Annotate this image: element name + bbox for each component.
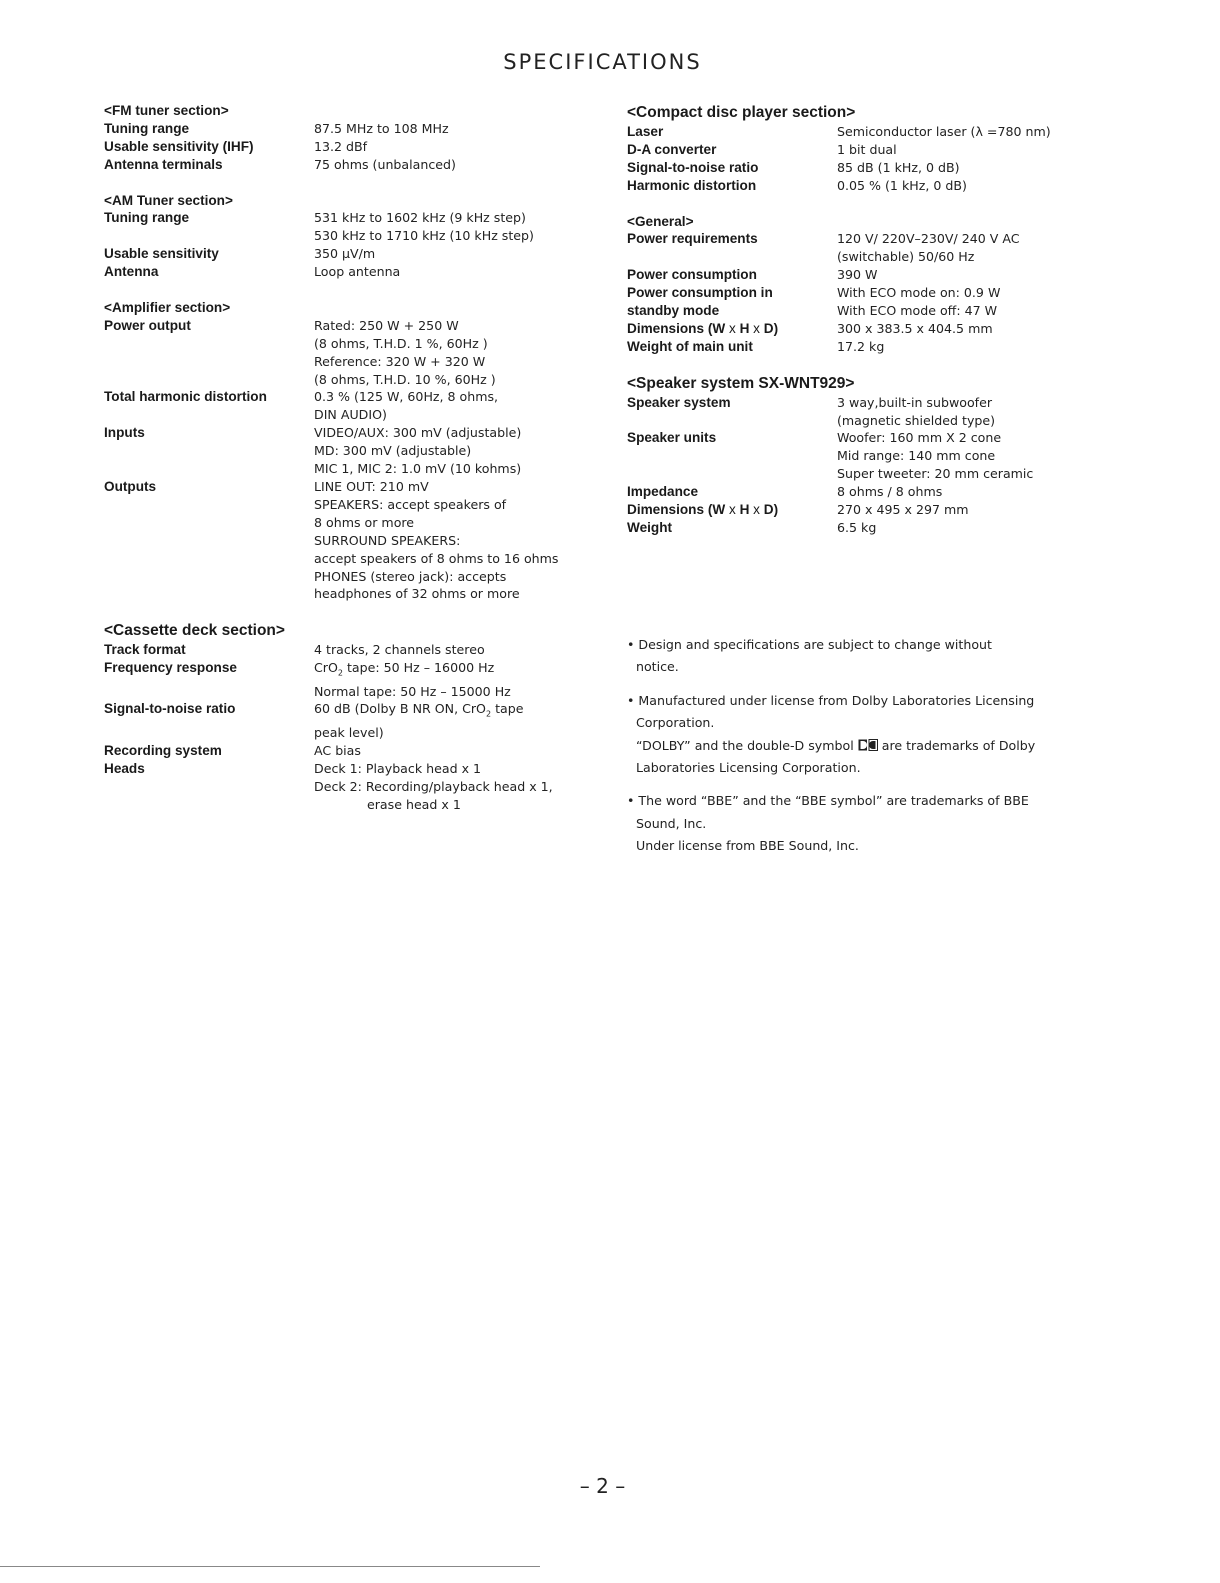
note-design-change <box>627 634 1077 679</box>
spec-value: LINE OUT: 210 mV <box>314 479 429 494</box>
spec-row <box>627 483 1097 501</box>
spec-row <box>104 120 594 138</box>
spec-label: standby mode <box>627 303 720 319</box>
amplifier-section-heading: <Amplifier section> <box>104 299 231 315</box>
spec-label: Weight <box>627 520 673 535</box>
spec-label: Dimensions (W x H x D) <box>627 502 779 518</box>
right-column <box>627 103 1097 537</box>
spec-value: 530 kHz to 1710 kHz (10 kHz step) <box>314 228 534 244</box>
notes-block <box>627 634 1077 869</box>
spec-value: 8 ohms / 8 ohms <box>837 484 943 500</box>
spec-row <box>627 141 1097 159</box>
spec-label: Tuning range <box>104 120 190 136</box>
spec-value: With ECO mode on: 0.9 W <box>837 285 1001 301</box>
spec-label: Outputs <box>104 479 157 494</box>
spec-value: Reference: 320 W + 320 W <box>314 353 486 369</box>
note-text: “DOLBY” and the double-D symbol are trademarks of Dolby <box>636 737 1036 753</box>
spec-row <box>104 335 594 353</box>
page-title: SPECIFICATIONS <box>503 50 702 74</box>
spec-value: AC bias <box>314 742 361 758</box>
spec-label: Weight of main unit <box>627 338 753 354</box>
spec-row <box>104 532 594 550</box>
spec-row <box>627 230 1097 248</box>
spec-row <box>104 742 594 760</box>
spec-row <box>627 465 1097 483</box>
note-text: Corporation. <box>636 715 715 731</box>
spec-value: 75 ohms (unbalanced) <box>314 156 456 172</box>
am-section-heading: <AM Tuner section> <box>104 192 233 208</box>
spec-label: Antenna terminals <box>104 156 223 172</box>
spec-row <box>104 371 594 389</box>
spec-value: accept speakers of 8 ohms to 16 ohms <box>314 550 559 566</box>
spec-value: 3 way,built-in subwoofer <box>837 394 993 410</box>
spec-value: (8 ohms, T.H.D. 10 %, 60Hz ) <box>314 371 496 387</box>
spec-label: Speaker system <box>627 394 731 410</box>
spec-row <box>104 317 594 335</box>
spec-label: Usable sensitivity (IHF) <box>104 138 254 154</box>
spec-label: Speaker units <box>627 430 717 446</box>
spec-row <box>627 284 1097 302</box>
spec-value: Super tweeter: 20 mm ceramic <box>837 466 1034 482</box>
spec-row <box>104 724 594 742</box>
note-text: • Design and specifications are subject to change without <box>627 637 992 652</box>
spec-label: Dimensions (W x H x D) <box>627 320 779 336</box>
note-text: notice. <box>636 659 679 675</box>
spec-label: Frequency response <box>104 660 237 676</box>
spec-label: Harmonic distortion <box>627 177 757 193</box>
spec-label: Total harmonic distortion <box>104 389 267 405</box>
spec-value: (magnetic shielded type) <box>837 412 996 428</box>
spec-row <box>627 412 1097 430</box>
spec-value: With ECO mode off: 47 W <box>837 303 998 319</box>
page-number: – 2 – <box>579 1474 626 1498</box>
spec-label: Heads <box>104 760 145 776</box>
spec-value: 390 W <box>837 267 878 283</box>
spec-row <box>104 138 594 156</box>
spec-value: 17.2 kg <box>837 338 885 354</box>
spec-row <box>627 501 1097 519</box>
spec-row <box>104 659 594 682</box>
spec-row <box>104 209 594 227</box>
spec-label: Inputs <box>104 425 145 441</box>
spec-row <box>627 159 1097 177</box>
left-column <box>104 102 594 813</box>
spec-value: 0.05 % (1 kHz, 0 dB) <box>837 177 967 193</box>
spec-value: DIN AUDIO) <box>314 407 387 423</box>
spec-row <box>627 394 1097 412</box>
spec-row <box>104 778 594 796</box>
spec-row <box>104 496 594 514</box>
spec-value: Rated: 250 W + 250 W <box>314 317 459 333</box>
spec-value: 6.5 kg <box>837 520 877 535</box>
spec-value: MIC 1, MIC 2: 1.0 mV (10 kohms) <box>314 461 522 477</box>
spec-row <box>104 683 594 701</box>
spec-value: peak level) <box>314 724 384 740</box>
spec-label: Tuning range <box>104 210 190 226</box>
spec-value: Deck 1: Playback head x 1 <box>314 760 482 776</box>
cassette-section-heading: <Cassette deck section> <box>104 622 285 640</box>
spec-value: erase head x 1 <box>367 796 461 812</box>
spec-value: 0.3 % (125 W, 60Hz, 8 ohms, <box>314 389 499 405</box>
note-text: Laboratories Licensing Corporation. <box>636 760 861 776</box>
spec-value: Semiconductor laser (λ =780 nm) <box>837 124 1051 139</box>
note-dolby-license <box>627 690 1077 780</box>
spec-row <box>627 320 1097 338</box>
spec-value: SPEAKERS: accept speakers of <box>314 496 507 512</box>
spec-value: headphones of 32 ohms or more <box>314 586 520 602</box>
spec-label: Recording system <box>104 742 222 758</box>
spec-value: 60 dB (Dolby B NR ON, CrO$_2$ tape <box>314 701 524 719</box>
spec-row <box>104 585 594 603</box>
spec-row <box>104 442 594 460</box>
spec-value: 87.5 MHz to 108 MHz <box>314 120 449 136</box>
spec-value: 85 dB (1 kHz, 0 dB) <box>837 159 960 175</box>
spec-value: 1 bit dual <box>837 141 897 157</box>
spec-value: Woofer: 160 mm X 2 cone <box>837 430 1002 446</box>
spec-label: Signal-to-noise ratio <box>104 701 236 717</box>
note-text: • Manufactured under license from Dolby Laboratories Licensing <box>627 692 1035 708</box>
spec-row <box>104 406 594 424</box>
spec-row <box>104 353 594 371</box>
spec-value: Deck 2: Recording/playback head x 1, <box>314 778 553 794</box>
spec-value: Mid range: 140 mm cone <box>837 448 996 464</box>
spec-row <box>104 700 594 723</box>
note-text: Sound, Inc. <box>636 815 707 831</box>
spec-value: 8 ohms or more <box>314 514 415 530</box>
spec-row <box>627 248 1097 266</box>
spec-row <box>104 424 594 442</box>
spec-value: (switchable) 50/60 Hz <box>837 249 975 265</box>
spec-value: MD: 300 mV (adjustable) <box>314 443 472 459</box>
spec-value: SURROUND SPEAKERS: <box>314 532 461 548</box>
spec-row <box>627 338 1097 356</box>
spec-label: Antenna <box>104 264 159 280</box>
spec-value: 350 μV/m <box>314 246 376 262</box>
spec-label: Usable sensitivity <box>104 246 219 262</box>
spec-label: Track format <box>104 642 186 658</box>
spec-value: 300 x 383.5 x 404.5 mm <box>837 320 993 336</box>
spec-label: Signal-to-noise ratio <box>627 159 759 175</box>
spec-label: Laser <box>627 124 664 139</box>
spec-label: Power output <box>104 317 191 333</box>
spec-label: Impedance <box>627 484 699 500</box>
spec-value: Loop antenna <box>314 264 401 280</box>
spec-row <box>627 519 1097 537</box>
spec-label: Power consumption in <box>627 285 773 301</box>
spec-row <box>627 123 1097 141</box>
spec-row <box>104 796 594 814</box>
spec-row <box>104 478 594 496</box>
spec-row <box>627 429 1097 447</box>
spec-row <box>104 514 594 532</box>
spec-label: D-A converter <box>627 141 717 157</box>
spec-row <box>627 266 1097 284</box>
spec-row <box>104 388 594 406</box>
cd-section-heading: <Compact disc player section> <box>627 104 856 121</box>
bottom-divider <box>0 1566 540 1567</box>
spec-row <box>104 263 594 281</box>
spec-row <box>104 227 594 245</box>
spec-value: 120 V/ 220V–230V/ 240 V AC <box>837 231 1020 247</box>
spec-value: VIDEO/AUX: 300 mV (adjustable) <box>314 425 522 441</box>
spec-row <box>104 641 594 659</box>
spec-row <box>104 245 594 263</box>
spec-row <box>104 568 594 586</box>
spec-row <box>627 447 1097 465</box>
spec-value: PHONES (stereo jack): accepts <box>314 568 507 584</box>
dolby-double-d-icon <box>858 739 878 751</box>
spec-value: 531 kHz to 1602 kHz (9 kHz step) <box>314 210 526 226</box>
spec-row <box>627 302 1097 320</box>
note-text: • The word “BBE” and the “BBE symbol” are trademarks of BBE <box>627 793 1029 809</box>
spec-label: Power requirements <box>627 231 758 247</box>
spec-value: (8 ohms, T.H.D. 1 %, 60Hz ) <box>314 335 488 351</box>
spec-row <box>104 460 594 478</box>
general-section-heading: <General> <box>627 213 694 229</box>
spec-value: 4 tracks, 2 channels stereo <box>314 642 485 658</box>
spec-value: 13.2 dBf <box>314 138 368 154</box>
spec-row <box>104 760 594 778</box>
note-text: Under license from BBE Sound, Inc. <box>636 838 859 854</box>
note-bbe-trademark <box>627 790 1077 857</box>
spec-value: Normal tape: 50 Hz – 15000 Hz <box>314 683 511 699</box>
spec-row <box>627 177 1097 195</box>
spec-row <box>104 156 594 174</box>
spec-value: CrO$_2$ tape: 50 Hz – 16000 Hz <box>314 660 495 678</box>
spec-row <box>104 550 594 568</box>
spec-label: Power consumption <box>627 267 757 283</box>
speaker-section-heading: <Speaker system SX-WNT929> <box>627 374 855 392</box>
fm-section-heading: <FM tuner section> <box>104 103 229 118</box>
spec-value: 270 x 495 x 297 mm <box>837 502 969 518</box>
